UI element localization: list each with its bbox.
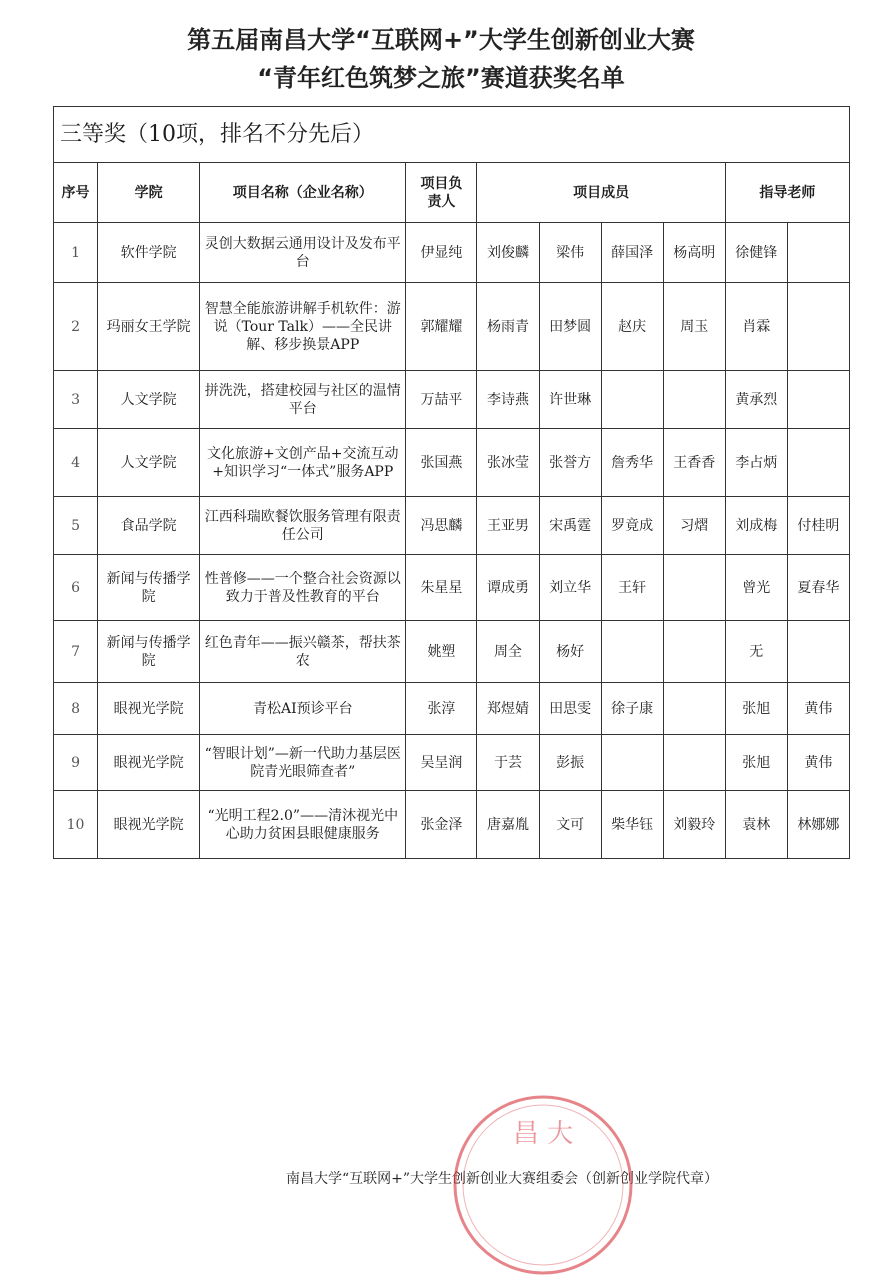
row-member: 郑煜婧: [477, 683, 539, 735]
row-leader: 吴呈润: [406, 735, 477, 791]
row-college: 眼视光学院: [98, 791, 200, 859]
row-number: 3: [54, 371, 98, 429]
row-leader: 郭耀耀: [406, 283, 477, 371]
row-college: 新闻与传播学院: [98, 621, 200, 683]
row-advisor: 付桂明: [787, 497, 849, 555]
document-title-line1: 第五届南昌大学“互联网+”大学生创新创业大赛: [187, 26, 695, 54]
table-row: [54, 429, 850, 497]
seal-text: 昌 大: [512, 1119, 574, 1149]
table-row: [54, 283, 850, 371]
row-leader: 张国燕: [406, 429, 477, 497]
row-member: 宋禹霆: [539, 497, 601, 555]
table-row: [54, 791, 850, 859]
header-row: [54, 163, 850, 223]
header-leader: [406, 163, 477, 223]
row-advisor: 黄伟: [787, 683, 849, 735]
row-member: 唐嘉胤: [477, 791, 539, 859]
row-member: [663, 555, 725, 621]
row-member: 杨雨青: [477, 283, 539, 371]
row-number: 5: [54, 497, 98, 555]
row-advisor: [787, 621, 849, 683]
row-member: 徐子康: [601, 683, 663, 735]
row-advisor: 袁林: [725, 791, 787, 859]
row-member: 刘立华: [539, 555, 601, 621]
row-member: 杨好: [539, 621, 601, 683]
row-advisor: 黄伟: [787, 735, 849, 791]
row-project-name: 性普修——一个整合社会资源以致力于普及性教育的平台: [200, 555, 406, 621]
row-college: 玛丽女王学院: [98, 283, 200, 371]
row-advisor: 刘成梅: [725, 497, 787, 555]
row-number: 8: [54, 683, 98, 735]
row-number: 10: [54, 791, 98, 859]
row-project-name: 文化旅游+文创产品+交流互动+知识学习“一体式”服务APP: [200, 429, 406, 497]
row-advisor: 黄承烈: [725, 371, 787, 429]
row-leader: 朱星星: [406, 555, 477, 621]
row-member: 王轩: [601, 555, 663, 621]
row-member: 刘俊麟: [477, 223, 539, 283]
row-member: 王香香: [663, 429, 725, 497]
row-member: 王亚男: [477, 497, 539, 555]
row-member: 周全: [477, 621, 539, 683]
row-member: 谭成勇: [477, 555, 539, 621]
row-number: 2: [54, 283, 98, 371]
row-project-name: 青松AI预诊平台: [200, 683, 406, 735]
row-advisor: 张旭: [725, 735, 787, 791]
row-advisor: 肖霖: [725, 283, 787, 371]
table-caption: 三等奖（10项，排名不分先后）: [54, 107, 850, 163]
table-row: [54, 683, 850, 735]
row-member: [601, 621, 663, 683]
row-advisor: [787, 223, 849, 283]
row-member: 张冰莹: [477, 429, 539, 497]
row-member: 许世琳: [539, 371, 601, 429]
row-college: 食品学院: [98, 497, 200, 555]
table-row: [54, 497, 850, 555]
row-member: 周玉: [663, 283, 725, 371]
row-member: 罗竟成: [601, 497, 663, 555]
row-college: 眼视光学院: [98, 735, 200, 791]
row-member: [663, 371, 725, 429]
footer-organizer: 南昌大学“互联网+”大学生创新创业大赛组委会（创新创业学院代章）: [286, 1171, 719, 1187]
header-leader-line2: 责人: [427, 193, 456, 210]
row-advisor: 徐健锋: [725, 223, 787, 283]
row-advisor: 林娜娜: [787, 791, 849, 859]
table-row: [54, 735, 850, 791]
award-table: [53, 106, 850, 859]
row-member: 田思雯: [539, 683, 601, 735]
row-leader: 姚塑: [406, 621, 477, 683]
row-leader: 张金泽: [406, 791, 477, 859]
row-member: [601, 735, 663, 791]
row-member: 薛国泽: [601, 223, 663, 283]
row-advisor: 夏春华: [787, 555, 849, 621]
row-member: 詹秀华: [601, 429, 663, 497]
row-number: 7: [54, 621, 98, 683]
header-project: 项目名称（企业名称）: [200, 163, 406, 223]
row-college: 人文学院: [98, 371, 200, 429]
row-member: [663, 735, 725, 791]
row-number: 6: [54, 555, 98, 621]
row-college: 人文学院: [98, 429, 200, 497]
row-project-name: “光明工程2.0”——清沐视光中心助力贫困县眼健康服务: [200, 791, 406, 859]
row-member: [601, 371, 663, 429]
row-member: 梁伟: [539, 223, 601, 283]
row-project-name: 红色青年——振兴赣茶，帮扶茶农: [200, 621, 406, 683]
header-advisors: 指导老师: [725, 163, 849, 223]
row-number: 1: [54, 223, 98, 283]
row-college: 软件学院: [98, 223, 200, 283]
row-leader: 张淳: [406, 683, 477, 735]
row-member: [663, 683, 725, 735]
row-project-name: 灵创大数据云通用设计及发布平台: [200, 223, 406, 283]
row-member: [663, 621, 725, 683]
row-member: 张誉方: [539, 429, 601, 497]
row-member: 李诗燕: [477, 371, 539, 429]
row-advisor: 李占炳: [725, 429, 787, 497]
row-member: 习熠: [663, 497, 725, 555]
row-advisor: 无: [725, 621, 787, 683]
row-advisor: [787, 283, 849, 371]
row-advisor: 曾光: [725, 555, 787, 621]
header-college: 学院: [98, 163, 200, 223]
row-advisor: 张旭: [725, 683, 787, 735]
header-no: 序号: [54, 163, 98, 223]
table-row: [54, 621, 850, 683]
row-number: 4: [54, 429, 98, 497]
row-project-name: “智眼计划”—新一代助力基层医院青光眼筛查者”: [200, 735, 406, 791]
row-project-name: 智慧全能旅游讲解手机软件：游说（Tour Talk）——全民讲解、移步换景APP: [200, 283, 406, 371]
header-leader-line1: 项目负: [420, 175, 463, 192]
row-member: 杨高明: [663, 223, 725, 283]
row-member: 文可: [539, 791, 601, 859]
row-advisor: [787, 429, 849, 497]
row-leader: 伊显纯: [406, 223, 477, 283]
row-leader: 万喆平: [406, 371, 477, 429]
row-member: 赵庆: [601, 283, 663, 371]
row-college: 新闻与传播学院: [98, 555, 200, 621]
table-row: [54, 555, 850, 621]
table-row: [54, 371, 850, 429]
row-college: 眼视光学院: [98, 683, 200, 735]
table-row: [54, 223, 850, 283]
row-member: 刘毅玲: [663, 791, 725, 859]
row-project-name: 江西科瑞欧餐饮服务管理有限责任公司: [200, 497, 406, 555]
row-project-name: 拼洗洗，搭建校园与社区的温情平台: [200, 371, 406, 429]
row-member: 柴华钰: [601, 791, 663, 859]
row-member: 于芸: [477, 735, 539, 791]
row-member: 田梦圆: [539, 283, 601, 371]
row-number: 9: [54, 735, 98, 791]
row-leader: 冯思麟: [406, 497, 477, 555]
row-advisor: [787, 371, 849, 429]
document-title-line2: “青年红色筑梦之旅”赛道获奖名单: [257, 64, 625, 92]
row-member: 彭振: [539, 735, 601, 791]
header-members: 项目成员: [477, 163, 725, 223]
